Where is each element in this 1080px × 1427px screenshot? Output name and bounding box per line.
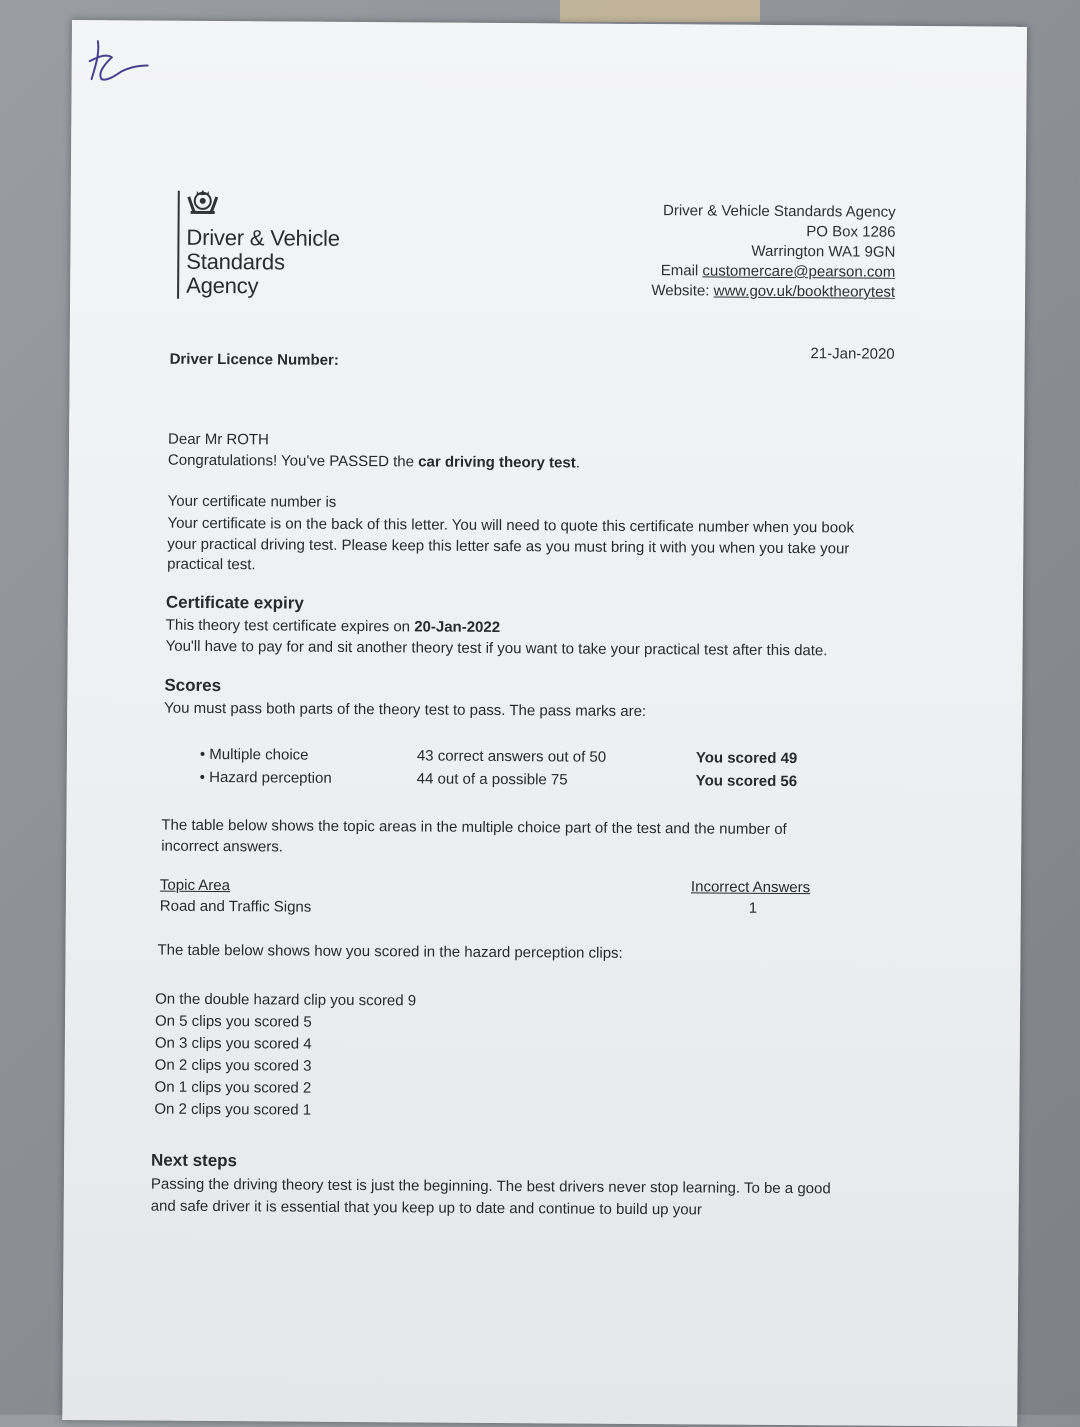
email-link[interactable]: customercare@pearson.com [702, 262, 896, 281]
licence-number-label: Driver Licence Number: [169, 350, 339, 369]
letter-page [62, 20, 1027, 1427]
logo-text-line-1: Driver & Vehicle [186, 224, 340, 251]
bullet-icon: • [199, 745, 206, 763]
handwritten-mark [82, 35, 152, 90]
website-link[interactable]: www.gov.uk/booktheorytest [713, 282, 896, 301]
letter-date: 21-Jan-2020 [810, 345, 895, 363]
next-steps-paragraph: Passing the driving theory test is just the beginning. The best drivers never stop learning. To be a good and safe driver it is essential that you keep up to date and continue to build up your [150, 1175, 831, 1219]
topics-intro: The table below shows the topic areas in the multiple choice part of the test and the number of incorrect answers. [161, 816, 787, 855]
score-part: Hazard perception [209, 768, 332, 787]
score-result: You scored 56 [695, 772, 798, 791]
expiry-heading: Certificate expiry [165, 592, 304, 613]
scores-intro: You must pass both parts of the theory test to pass. The pass marks are: [164, 699, 647, 721]
topic-row-name: Road and Traffic Signs [159, 897, 312, 916]
hazard-line: On 2 clips you scored 3 [154, 1056, 312, 1075]
logo-bar [177, 191, 180, 299]
royal-crest-icon [185, 187, 221, 217]
congrats-suffix: . [575, 454, 580, 472]
website-line [651, 282, 895, 301]
expiry-line [166, 617, 500, 636]
score-pass-mark: 44 out of a possible 75 [416, 770, 568, 789]
certificate-paragraph: Your certificate is on the back of this letter. You will need to quote this certificate number when you book your practical driving test. Please keep this letter safe as you must bring it with you when you take your practical test. [167, 514, 855, 574]
certificate-number-label: Your certificate number is [167, 492, 337, 511]
incorrect-answers-header: Incorrect Answers [690, 878, 811, 897]
score-row-hazard-perception [200, 769, 332, 787]
congrats-prefix: Congratulations! You've PASSED the [167, 451, 415, 471]
hazard-line: On the double hazard clip you scored 9 [155, 990, 417, 1010]
congrats-test-name: car driving theory test [418, 453, 576, 472]
hazard-line: On 2 clips you scored 1 [154, 1100, 312, 1119]
expiry-prefix: This theory test certificate expires on [165, 616, 411, 636]
score-row-multiple-choice [200, 746, 309, 764]
topic-row-incorrect: 1 [748, 899, 758, 917]
expiry-note: You'll have to pay for and sit another theory test if you want to take your practical test after this date. [165, 637, 828, 660]
score-pass-mark: 43 correct answers out of 50 [416, 747, 607, 766]
expiry-date: 20-Jan-2022 [414, 618, 501, 637]
website-label: Website: [651, 282, 710, 300]
salutation: Dear Mr ROTH [168, 430, 269, 449]
score-result: You scored 49 [695, 749, 798, 768]
hazard-line: On 5 clips you scored 5 [154, 1012, 312, 1031]
topic-area-header: Topic Area [159, 876, 231, 895]
scores-heading: Scores [164, 675, 222, 696]
hazard-line: On 3 clips you scored 4 [154, 1034, 312, 1053]
hazard-line: On 1 clips you scored 2 [154, 1078, 312, 1097]
email-label: Email [660, 262, 699, 280]
congratulations-line [168, 452, 580, 472]
next-steps-heading: Next steps [150, 1150, 238, 1171]
address-line-3: Warrington WA1 9GN [751, 242, 896, 261]
tape-strip [560, 0, 760, 22]
hazard-intro: The table below shows how you scored in the hazard perception clips: [157, 941, 623, 962]
logo-text-line-2: Standards [186, 248, 285, 275]
logo-text-line-3: Agency [186, 272, 259, 299]
score-part: Multiple choice [209, 745, 309, 764]
address-line-2: PO Box 1286 [806, 223, 896, 241]
address-line-1: Driver & Vehicle Standards Agency [662, 202, 896, 221]
bullet-icon: • [199, 768, 206, 786]
email-line [661, 262, 896, 281]
